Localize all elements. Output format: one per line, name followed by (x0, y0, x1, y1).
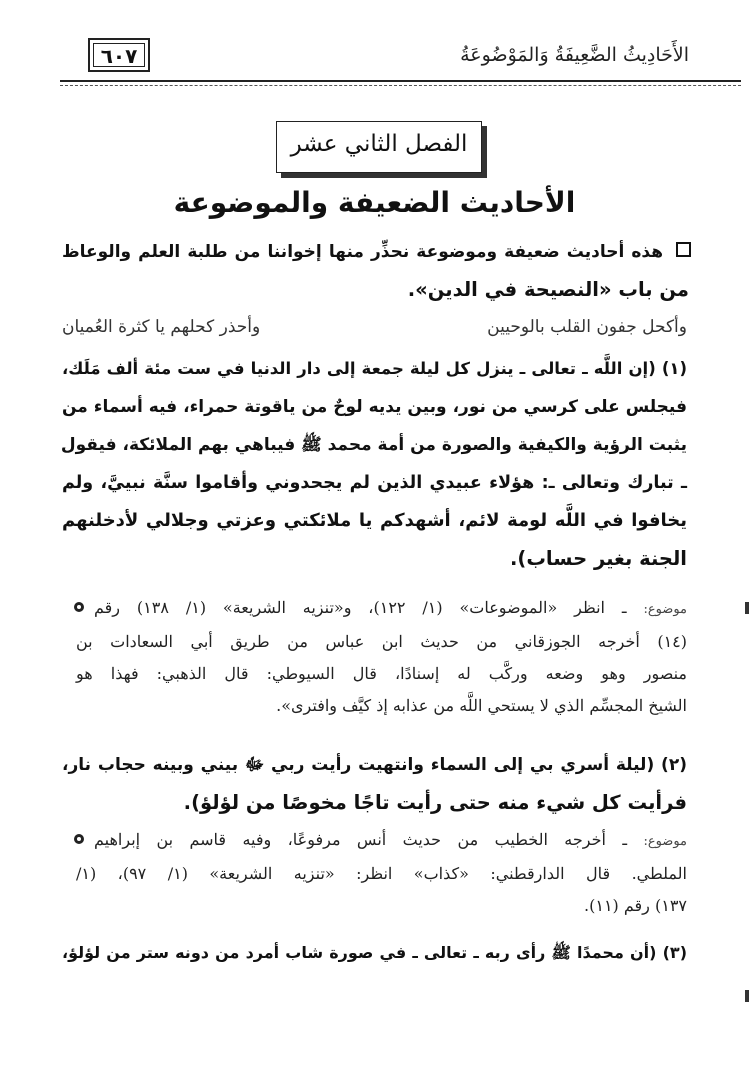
note-line: الشيخ المجسِّم الذي لا يستحي اللَّه من عذابه إذ كيَّف وافترى». (276, 696, 687, 715)
hadith-line: (٣) (أن محمدًا ﷺ رأى ربه ـ تعالى ـ في صورة شاب أمرد من دونه ستر من لؤلؤ، (62, 943, 687, 962)
note-text: ـ أخرجه الخطيب من حديث أنس مرفوعًا، وفيه قاسم بن إبراهيم (94, 830, 628, 849)
intro-line: من باب «النصيحة في الدين». (407, 278, 689, 301)
bullet-icon (74, 602, 84, 612)
hadith-line: فرأيت كل شيء منه حتى رأيت تاجًا مخوصًا من لؤلؤ). (183, 791, 687, 814)
chapter-title: الأحاديث الضعيفة والموضوعة (173, 186, 576, 219)
intro-paragraph (62, 233, 689, 309)
note-line: (١٤) أخرجه الجوزقاني من حديث ابن عباس من طريق أبي السعادات بن (76, 632, 687, 651)
poem-first-hemistich: وأكحل جفون القلب بالوحيين (487, 317, 687, 337)
scan-edge-mark (745, 602, 749, 614)
bullet-icon (74, 834, 84, 844)
checkbox-square-icon (676, 242, 691, 257)
grading-note-2 (76, 824, 687, 922)
note-line: ١٣٧) رقم (١١). (584, 896, 687, 915)
hadith-line: الجنة بغير حساب). (510, 547, 687, 570)
page-number: ٦٠٧ (100, 44, 138, 68)
intro-line: هذه أحاديث ضعيفة وموضوعة نحذِّر منها إخواننا من طلبة العلم والوعاظ (62, 242, 663, 262)
hadith-line: (٢) (ليلة أسري بي إلى السماء وانتهيت رأيت ربي ﷻ بيني وبينه حجاب نار، (62, 755, 687, 775)
note-line (76, 824, 687, 858)
hadith-2 (62, 746, 687, 822)
hadith-3 (62, 934, 687, 972)
note-line (76, 592, 687, 626)
page-number-frame (88, 38, 150, 72)
note-label: موضوع: (643, 602, 688, 617)
note-line: منصور وهو وضعه وركَّب له إسنادًا، قال السيوطي: قال الذهبي: فهذا هو (76, 664, 687, 683)
note-label: موضوع: (643, 834, 688, 849)
hadith-line: يخافوا في اللَّه لومة لائم، أشهدكم يا ملائكتي وعزتي وجلالي لأدخلنهم (62, 510, 687, 531)
note-line: الملطي. قال الدارقطني: «كذاب» انظر: «تنزيه الشريعة» (١/ ٩٧)، (١/ (76, 864, 688, 883)
poem-verse (62, 312, 687, 342)
chapter-label-box (276, 121, 482, 173)
hadith-line: ـ تبارك وتعالى ـ: هؤلاء عبيدي الذين لم يجحدوني وأقاموا سنَّة نبييَّ، ولم (62, 473, 687, 493)
header-rule-dashed (60, 85, 741, 86)
chapter-label: الفصل الثاني عشر (290, 131, 468, 157)
hadith-line: يثبت الرؤية والكيفية والصورة من أمة محمد ﷺ فيباهي بهم الملائكة، فيقول (60, 435, 687, 455)
note-text: ـ انظر «الموضوعات» (١/ ١٢٢)، و«تنزيه الشريعة» (١/ ١٣٨) رقم (94, 598, 627, 617)
hadith-1 (62, 350, 687, 578)
poem-second-hemistich: وأحذر كحلهم يا كثرة العُميان (62, 317, 261, 337)
hadith-line: (١) (إن اللَّه ـ تعالى ـ ينزل كل ليلة جمعة إلى دار الدنيا في ست مئة ألف مَلَك، (62, 359, 687, 378)
header-rule (60, 80, 741, 82)
running-title: الأَحَادِيثُ الضَّعِيفَةُ وَالمَوْضُوعَةُ (460, 44, 689, 66)
grading-note-1 (76, 592, 687, 722)
hadith-line: فيجلس على كرسي من نور، وبين يديه لوحٌ من ياقوتة حمراء، فيه أسماء من (62, 397, 687, 417)
scan-edge-mark (745, 990, 749, 1002)
